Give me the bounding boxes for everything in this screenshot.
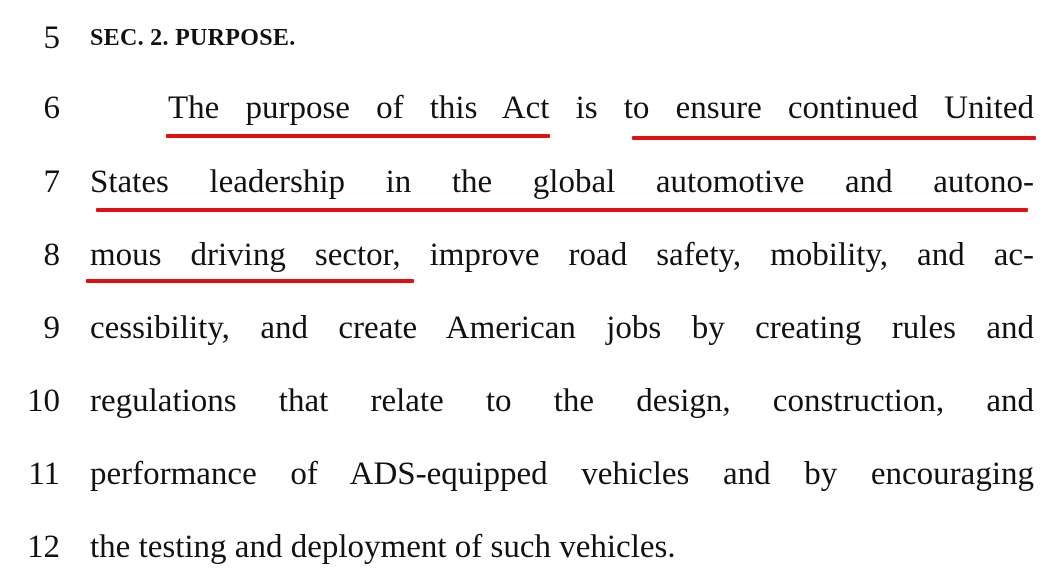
line-10 (0, 371, 1054, 431)
line-text: The purpose of this Act is to ensure continued United (168, 90, 1034, 126)
line-7 (0, 152, 1054, 212)
line-9 (0, 298, 1054, 358)
line-5 (0, 8, 1054, 68)
line-11 (0, 444, 1054, 504)
line-number: 12 (27, 529, 60, 565)
line-number: 7 (43, 164, 60, 200)
line-number: 8 (43, 237, 60, 273)
line-8 (0, 225, 1054, 285)
line-12 (0, 517, 1054, 577)
line-text: regulations that relate to the design, construction, and (90, 383, 1034, 419)
red-underline-annotation (96, 208, 1028, 212)
line-number: 10 (27, 383, 60, 419)
line-number: 5 (43, 20, 60, 56)
red-underline-annotation (632, 136, 1036, 140)
section-heading: SEC. 2. PURPOSE. (90, 25, 296, 51)
line-text: mous driving sector, improve road safety, mobility, and ac- (90, 237, 1034, 273)
line-number: 6 (43, 90, 60, 126)
line-text: cessibility, and create American jobs by creating rules and (90, 310, 1034, 346)
line-text: States leadership in the global automotive and autono- (90, 164, 1034, 200)
line-text: the testing and deployment of such vehicles. (90, 529, 676, 565)
red-underline-annotation (166, 134, 550, 138)
line-number: 9 (43, 310, 60, 346)
line-number: 11 (28, 456, 60, 492)
line-6 (0, 78, 1054, 138)
line-text: performance of ADS-equipped vehicles and by encouraging (90, 456, 1034, 492)
red-underline-annotation (86, 279, 414, 283)
